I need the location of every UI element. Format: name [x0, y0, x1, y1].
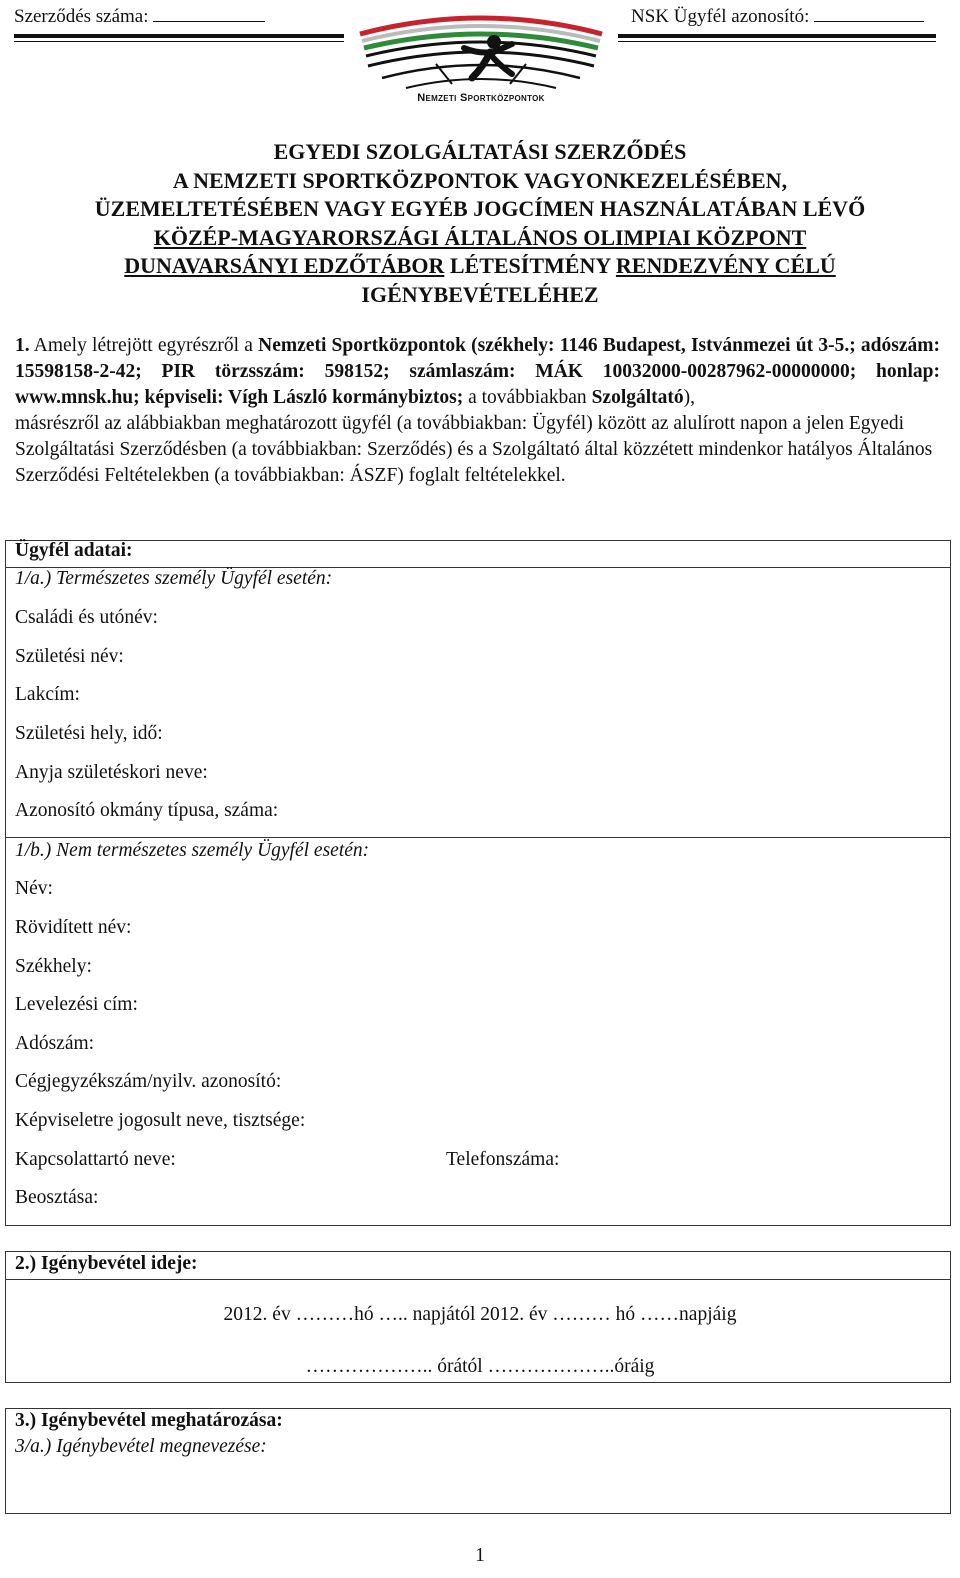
legal-entity-heading: 1/b.) Nem természetes személy Ügyfél esetén: — [15, 840, 370, 861]
header-rule-right-thin — [618, 41, 936, 42]
client-id-blank[interactable] — [814, 4, 924, 22]
title-line-2: A NEMZETI SPORTKÖZPONTOK VAGYONKEZELÉSÉBEN, — [172, 167, 788, 193]
field-registered-office[interactable]: Székhely: — [15, 956, 92, 977]
usage-time-divider — [6, 1279, 950, 1280]
field-contact-name[interactable]: Kapcsolattartó neve: — [15, 1149, 176, 1170]
usage-definition-heading: 3.) Igénybevétel meghatározása: — [15, 1410, 283, 1431]
field-tax-number[interactable]: Adószám: — [15, 1033, 95, 1054]
field-birth-name[interactable]: Születési név: — [15, 646, 124, 667]
client-id-label: NSK Ügyfél azonosító: — [631, 6, 810, 27]
title-line-5 — [0, 252, 960, 281]
nsk-logo — [352, 8, 610, 108]
usage-time-heading: 2.) Igénybevétel ideje: — [15, 1253, 198, 1274]
field-short-name[interactable]: Rövidített név: — [15, 917, 132, 938]
title-line-6: IGÉNYBEVÉTELÉHEZ — [361, 281, 599, 307]
client-id-field — [631, 4, 924, 28]
natural-person-heading: 1/a.) Természetes személy Ügyfél esetén: — [15, 568, 333, 589]
client-heading: Ügyfél adatai: — [15, 540, 133, 561]
field-id-document[interactable]: Azonosító okmány típusa, száma: — [15, 800, 279, 821]
field-mother-name[interactable]: Anyja születéskori neve: — [15, 762, 208, 783]
document-title — [0, 138, 960, 309]
contract-number-field — [14, 4, 265, 28]
title-line-3: ÜZEMELTETÉSÉBEN VAGY EGYÉB JOGCÍMEN HASZNÁLATÁBAN LÉVŐ — [94, 196, 866, 221]
field-birth-place-date[interactable]: Születési hely, idő: — [15, 723, 163, 744]
intro-paragraph-1 — [15, 333, 940, 411]
usage-time-range[interactable]: ……………….. órától ………………..óráig — [305, 1356, 655, 1377]
field-name[interactable]: Név: — [15, 878, 53, 899]
logo-text: Nemzeti Sportközpontok — [417, 92, 545, 104]
field-representative[interactable]: Képviseletre jogosult neve, tisztsége: — [15, 1110, 306, 1131]
field-address[interactable]: Lakcím: — [15, 684, 80, 705]
field-position[interactable]: Beosztása: — [15, 1187, 99, 1208]
intro-text-1: Amely létrejött egyrészről a — [33, 335, 253, 356]
field-family-given-name[interactable]: Családi és utónév: — [15, 607, 158, 628]
field-mailing-address[interactable]: Levelezési cím: — [15, 994, 138, 1015]
field-phone[interactable]: Telefonszáma: — [446, 1149, 560, 1170]
title-line-5-purpose: RENDEZVÉNY CÉLÚ — [615, 253, 836, 278]
intro-number: 1. — [15, 335, 30, 356]
contract-number-label: Szerződés száma: — [14, 6, 149, 27]
header-rule-left — [14, 34, 344, 38]
page-number: 1 — [475, 1545, 485, 1566]
title-line-5-type: LÉTESÍTMÉNY — [449, 253, 611, 278]
field-registry-number[interactable]: Cégjegyzékszám/nyilv. azonosító: — [15, 1071, 282, 1092]
intro-paragraph-2: másrészről az alábbiakban meghatározott ügyfél (a továbbiakban: Ügyfél) között az alulírott napon a jelen Egyedi Szolgáltatási Szerződésben (a továbbiakban: Szerződés) és a Szolgáltató által közzétett mindenkor hatályos Általános Szerződési Feltételekben (a továbbiakban: ÁSZF) foglalt feltételekkel. — [15, 413, 933, 486]
contract-number-blank[interactable] — [153, 4, 265, 22]
usage-date-range[interactable]: 2012. év ………hó ….. napjától 2012. év ……… hó ……napjáig — [223, 1304, 737, 1325]
client-box-divider-2 — [6, 837, 950, 838]
title-line-4: KÖZÉP-MAGYARORSZÁGI ÁLTALÁNOS OLIMPIAI KÖZPONT — [153, 224, 807, 250]
intro-text-2: a továbbiakban — [468, 387, 587, 408]
header-rule-right — [618, 34, 936, 38]
title-line-5-facility: DUNAVARSÁNYI EDZŐTÁBOR — [124, 253, 445, 278]
title-line-1: EGYEDI SZOLGÁLTATÁSI SZERZŐDÉS — [273, 139, 687, 164]
intro-provider-details: Nemzeti Sportközpontok (székhely: 1146 Budapest, Istvánmezei út 3-5.; adószám: 15598158-2-42; PIR törzsszám: 598152; számlaszám: MÁK 10032000-00287962-00000000; honlap: www.mnsk.hu; képviseli: Vígh László kormánybiztos; — [15, 335, 940, 408]
intro-section — [15, 333, 940, 489]
intro-text-3: ), — [683, 387, 696, 408]
intro-provider-name: Szolgáltató — [591, 387, 684, 408]
usage-name-heading: 3/a.) Igénybevétel megnevezése: — [15, 1436, 267, 1457]
header-rule-left-thin — [14, 41, 344, 42]
